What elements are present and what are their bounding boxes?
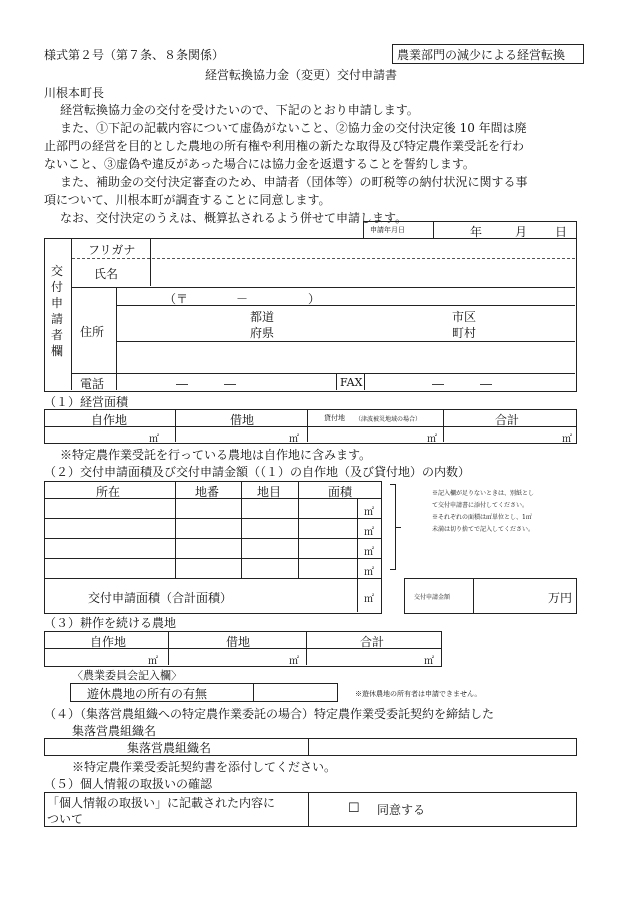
- sec1-col-lease: 借地: [230, 413, 255, 427]
- sec2-heading: （２）交付申請面積及び交付申請金額（（１）の自作地（及び貸付地）の内数）: [44, 465, 471, 479]
- sec2-amount-label: 交付申請金額: [414, 594, 451, 601]
- fuken-label: 府県: [250, 326, 275, 340]
- paragraph-2-line-2: 止部門の経営を目的とした農地の所有権や利用権の新たな取得及び特定農作業受託を行わ: [44, 139, 525, 153]
- address-label: 住所: [80, 325, 105, 339]
- paragraph-1: 経営転換協力金の交付を受けたいので、下記のとおり申請します。: [60, 103, 419, 117]
- date-label: 申請年月日: [370, 226, 405, 234]
- consent-checkbox[interactable]: ☐: [348, 801, 360, 816]
- sec3-col-own: 自作地: [90, 635, 127, 649]
- idle-label: 遊休農地の所有の有無: [87, 687, 208, 701]
- sec2-unit-row1: ㎡: [364, 507, 374, 518]
- sec2-note-1: ※記入欄が足りないときは、別紙とし: [432, 490, 535, 497]
- sec4-org-label: 集落営農組織名: [127, 741, 212, 755]
- phone-field[interactable]: ― ―: [176, 377, 237, 391]
- sec2-unit-row2: ㎡: [364, 527, 374, 538]
- date-year[interactable]: 年: [470, 225, 483, 239]
- paragraph-4: なお、交付決定のうえは、概算払されるよう併せて申請します。: [60, 211, 408, 225]
- addressee: 川根本町長: [44, 86, 105, 100]
- postal-code[interactable]: （〒 － ）: [164, 292, 321, 306]
- sec3-unit-own: ㎡: [148, 656, 158, 667]
- sec3-col-lease: 借地: [226, 635, 251, 649]
- sec1-col-loan-note: （津波被災地域の場合）: [355, 416, 422, 423]
- phone-label: 電話: [80, 377, 105, 391]
- sec3-heading: （３）耕作を続ける農地: [44, 616, 177, 630]
- furigana-label: フリガナ: [88, 243, 136, 257]
- paragraph-2-line-3: ないこと、③虚偽や違反があった場合には協力金を返還することを誓約します。: [44, 157, 475, 171]
- sec2-note-4: 未満は切り捨てで記入してください。: [432, 526, 535, 533]
- sec2-amount-unit: 万円: [548, 591, 573, 605]
- sec2-note-2: て交付申請書に添付してください。: [432, 502, 529, 509]
- form-number: 様式第２号（第７条、８条関係）: [44, 48, 225, 62]
- sec1-col-total: 合計: [495, 413, 520, 427]
- boxed-title: 農業部門の減少による経営転換: [397, 48, 566, 62]
- sec4-note: ※特定農作業受委託契約書を添付してください。: [72, 760, 337, 774]
- sec2-col-lot: 地番: [195, 485, 220, 499]
- document-title: 経営転換協力金（変更）交付申請書: [205, 68, 398, 82]
- sec5-label-2: ついて: [47, 812, 84, 826]
- side-label-3: 申: [51, 296, 64, 310]
- date-month[interactable]: 月: [515, 225, 528, 239]
- date-day[interactable]: 日: [555, 225, 568, 239]
- sec2-col-area: 面積: [328, 485, 353, 499]
- paragraph-3-line-1: また、補助金の交付決定審査のため、申請者（団体等）の町税等の納付状況に関する事: [60, 175, 528, 189]
- side-label-5: 者: [51, 328, 64, 342]
- applicant-frame: [44, 238, 577, 392]
- side-label-1: 交: [51, 264, 64, 278]
- side-label-4: 請: [51, 312, 64, 326]
- paragraph-3-line-2: 項について、川根本町が調査することに同意します。: [44, 193, 331, 207]
- sec2-col-category: 地目: [257, 485, 282, 499]
- consent-label: 同意する: [377, 803, 426, 817]
- committee-label: 〈農業委員会記入欄〉: [72, 669, 182, 682]
- sec3-unit-total: ㎡: [424, 656, 434, 667]
- idle-note: ※遊休農地の所有者は申請できません。: [355, 690, 482, 698]
- sec2-note-3: ※それぞれの面積は㎡単位とし、1㎡: [432, 514, 532, 521]
- sec2-unit-row3: ㎡: [364, 547, 374, 558]
- chouson-label: 町村: [452, 326, 477, 340]
- sec3-col-total: 合計: [360, 635, 385, 649]
- sec1-unit-total: ㎡: [562, 434, 572, 445]
- side-label-6: 欄: [51, 344, 64, 358]
- paragraph-2-line-1: また、①下記の記載内容について虚偽がないこと、②協力金の交付決定後 10 年間は廃: [60, 121, 527, 135]
- sec1-unit-loan: ㎡: [427, 434, 437, 445]
- sec4-heading: （４）（集落営農組織への特定農作業委託の場合）特定農作業受委託契約を締結した: [44, 707, 495, 721]
- shiku-label: 市区: [452, 310, 477, 324]
- sec2-unit-total: ㎡: [364, 594, 374, 605]
- name-label: 氏名: [94, 267, 119, 281]
- sec4-heading-2: 集落営農組織名: [72, 724, 157, 738]
- sec1-unit-lease: ㎡: [289, 434, 299, 445]
- sec1-col-own: 自作地: [91, 413, 128, 427]
- sec1-col-loan: 貸付地: [324, 414, 345, 422]
- sec2-unit-row4: ㎡: [364, 567, 374, 578]
- fax-field[interactable]: ― ―: [432, 377, 493, 391]
- sec1-heading: （１）経営面積: [44, 395, 129, 409]
- sec5-label-1: 「個人情報の取扱い」に記載された内容に: [47, 796, 276, 810]
- side-label-2: 付: [51, 280, 64, 294]
- sec1-note: ※特定農作業受託を行っている農地は自作地に含みます。: [60, 448, 372, 462]
- sec5-heading: （５）個人情報の取扱いの確認: [44, 777, 213, 791]
- sec4-frame: [44, 738, 577, 756]
- sec1-unit-own: ㎡: [149, 434, 159, 445]
- sec3-unit-lease: ㎡: [289, 656, 299, 667]
- sec2-total-label: 交付申請面積（合計面積）: [88, 591, 233, 605]
- fax-label: FAX: [340, 376, 363, 389]
- sec2-col-location: 所在: [96, 485, 121, 499]
- todo-label: 都道: [250, 310, 275, 324]
